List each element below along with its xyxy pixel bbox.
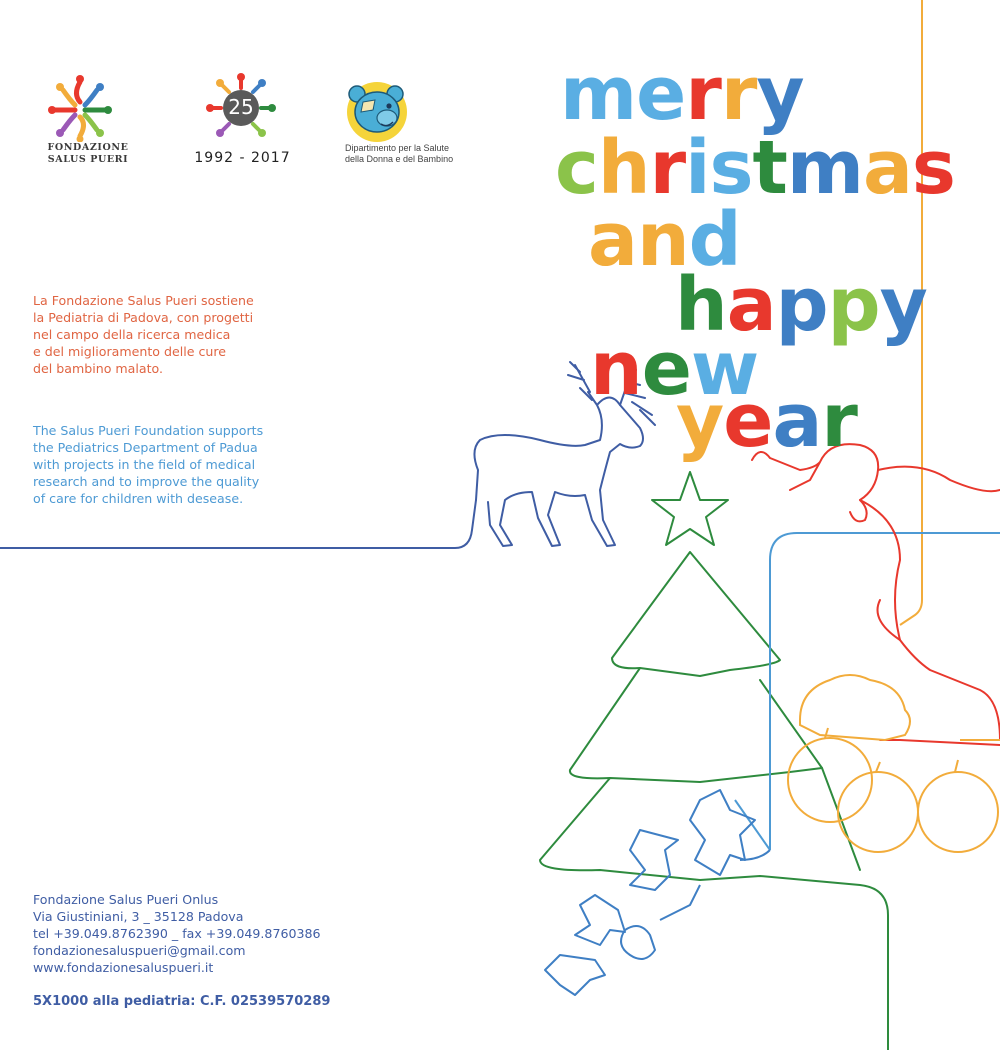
headline-letter: y [879, 262, 927, 348]
english-description: The Salus Pueri Foundation supports the Pediatrics Department of Padua with projects in the field of medical research and to improve the quality of care for children with desease. [33, 423, 264, 506]
headline-letter: t [752, 125, 787, 211]
christmas-tree-outline [540, 552, 888, 1050]
blue-frame [770, 533, 1000, 850]
star-outline [652, 472, 728, 545]
headline-letter: a [772, 378, 822, 464]
contact-phone: tel +39.049.8762390 _ fax +39.049.8760386 [33, 926, 321, 941]
contact-email[interactable]: fondazionesaluspueri@gmail.com [33, 943, 246, 958]
headline-letter: m [560, 51, 637, 137]
angel-outline [752, 444, 1000, 745]
headline-letter: a [588, 197, 637, 283]
headline-letter: w [690, 326, 759, 412]
holly-outline [545, 790, 770, 995]
headline-word-christmas [555, 125, 955, 211]
headline-letter: y [756, 51, 804, 137]
headline-letter: r [649, 125, 686, 211]
headline-letter: c [555, 125, 598, 211]
headline-letter: i [685, 125, 710, 211]
headline-letter: e [636, 51, 686, 137]
headline-word-year [676, 378, 857, 464]
headline-letter: a [726, 262, 776, 348]
blue-baseline [0, 500, 476, 548]
headline-letter: a [862, 125, 912, 211]
contact-name: Fondazione Salus Pueri Onlus [33, 892, 219, 907]
headline-letter: n [636, 197, 689, 283]
headline-letter: h [597, 125, 650, 211]
headline-letter: e [723, 378, 773, 464]
bear-logo-icon [343, 80, 411, 142]
tax-code: 5X1000 alla pediatria: C.F. 02539570289 [33, 994, 331, 1009]
foundation-logo-text: FONDAZIONE SALUS PUERI [47, 142, 129, 165]
foundation-logo-icon [45, 72, 115, 142]
headline-word-merry [560, 51, 804, 137]
contact-info [33, 891, 373, 976]
anniversary-number: 25 [228, 95, 254, 119]
headline-letter: p [775, 262, 828, 348]
headline-letter: r [685, 51, 721, 137]
headline-letter: r [821, 378, 857, 464]
department-logo-text: Dipartimento per la Salute della Donna e del Bambino [345, 143, 454, 164]
headline-letter: d [688, 197, 741, 283]
headline-letter: s [709, 125, 753, 211]
italian-description: La Fondazione Salus Pueri sostiene la Pediatria di Padova, con progetti nel campo della ricerca medica e del miglioramento delle cure del bambino malato. [33, 293, 254, 376]
headline-letter: h [675, 262, 727, 348]
headline-letter: m [786, 125, 863, 211]
headline-letter: e [641, 326, 691, 412]
contact-website[interactable]: www.fondazionesaluspueri.it [33, 960, 214, 975]
anniversary-years: 1992 - 2017 [194, 150, 291, 166]
headline-letter: s [911, 125, 955, 211]
headline-letter: n [590, 326, 642, 412]
contact-address: Via Giustiniani, 3 _ 35128 Padova [33, 909, 244, 924]
headline-letter: p [827, 262, 880, 348]
headline-letter: y [676, 378, 724, 464]
headline-letter: r [720, 51, 757, 137]
